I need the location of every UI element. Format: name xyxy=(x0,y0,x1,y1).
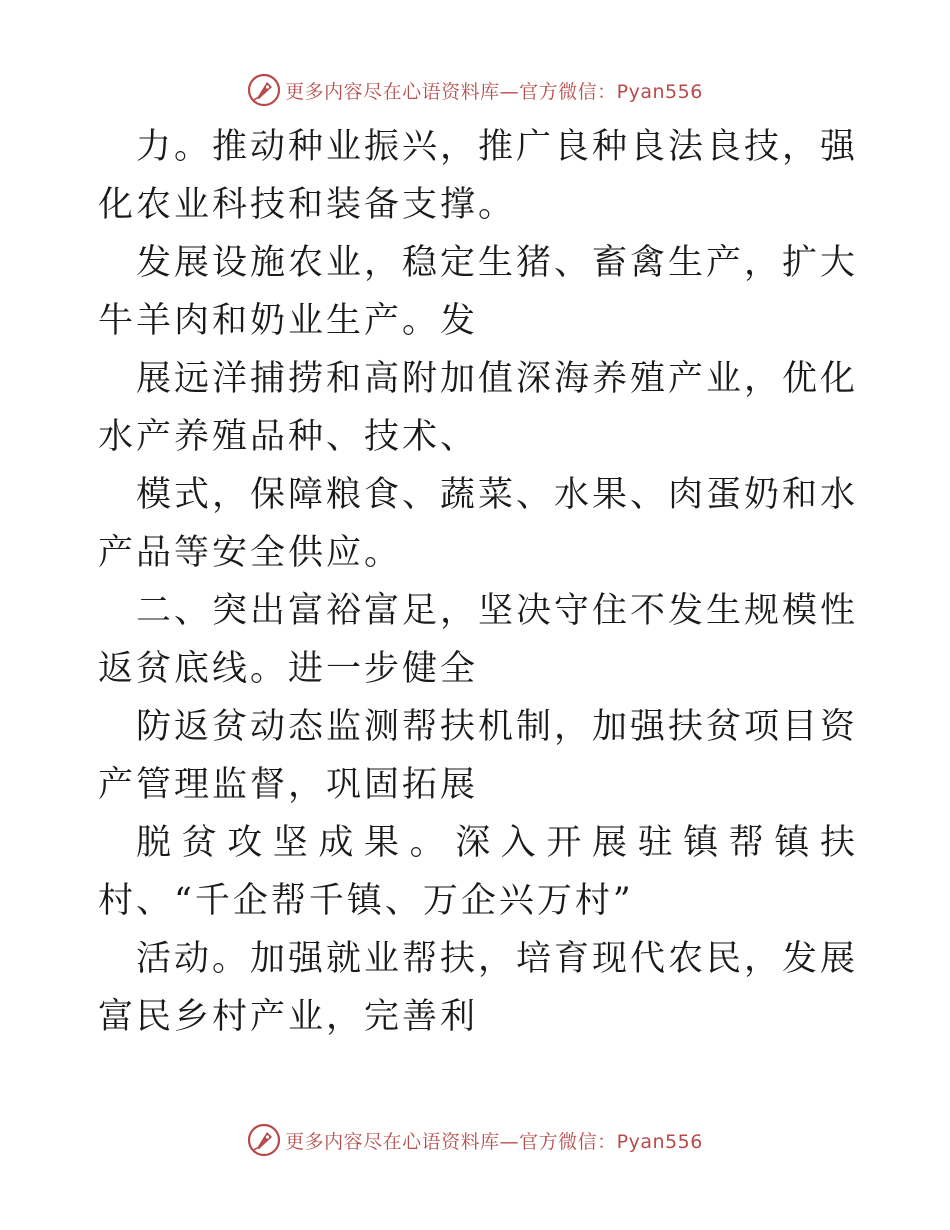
paragraph: 脱贫攻坚成果。深入开展驻镇帮镇扶村、“千企帮千镇、万企兴万村” xyxy=(98,823,858,921)
document-body xyxy=(98,118,858,1046)
pen-nib-logo-icon xyxy=(247,73,281,107)
footer-banner xyxy=(0,1120,950,1160)
paragraph: 展远洋捕捞和高附加值深海养殖产业，优化水产养殖品种、技术、 xyxy=(98,359,859,457)
paragraph: 发展设施农业，稳定生猪、畜禽生产，扩大牛羊肉和奶业生产。发 xyxy=(98,243,859,341)
pen-nib-logo-icon xyxy=(247,1123,281,1157)
banner-text: 更多内容尽在心语资料库—官方微信：Pyan556 xyxy=(285,1130,703,1153)
banner-text: 更多内容尽在心语资料库—官方微信：Pyan556 xyxy=(285,80,703,103)
paragraph: 二、突出富裕富足，坚决守住不发生规模性返贫底线。进一步健全 xyxy=(98,591,859,689)
paragraph: 防返贫动态监测帮扶机制，加强扶贫项目资产管理监督，巩固拓展 xyxy=(98,707,859,805)
paragraph: 力。推动种业振兴，推广良种良法良技，强化农业科技和装备支撑。 xyxy=(98,127,859,225)
header-banner xyxy=(0,70,950,110)
paragraph: 模式，保障粮食、蔬菜、水果、肉蛋奶和水产品等安全供应。 xyxy=(98,475,859,573)
paragraph: 活动。加强就业帮扶，培育现代农民，发展富民乡村产业，完善利 xyxy=(98,939,859,1037)
